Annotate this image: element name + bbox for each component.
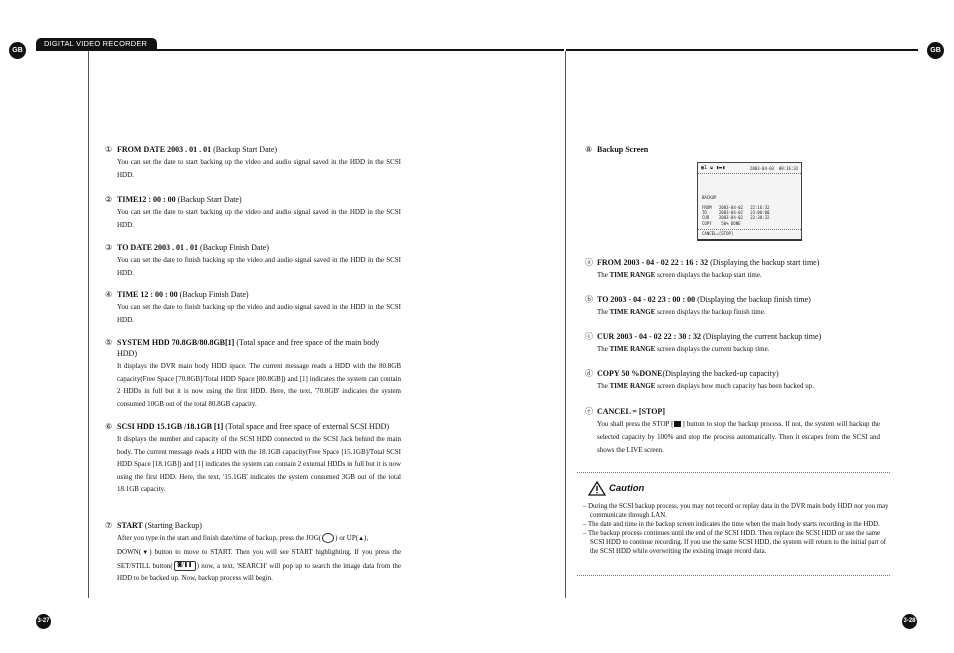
item-cancel (585, 406, 880, 456)
item-description: The TIME RANGE screen displays the current backup time. (597, 345, 770, 353)
item-to-time (585, 294, 880, 319)
gb-badge-right: GB (927, 42, 944, 59)
page-number-right: 3-28 (902, 614, 917, 629)
caution-list (583, 502, 891, 556)
item-title: COPY 50 %DONE (597, 369, 663, 378)
item-start-time (105, 194, 401, 231)
item-copy (585, 368, 880, 393)
caution-item: – During the SCSI backup process, you may not record or replay data in the DVR main body HDD nor you may communicate through LAN. (583, 503, 889, 519)
item-description: It displays the DVR main body HDD space. The current message reads a HDD with the 80.8GB capacity(Free Space [70.8GB]/Total HDD Space [80.8GB]) and [1] indicates the system can contain 2 HDDs in full but it is now using the first HDD. Here, the text, '70.8GB' indicates the system consumed 10GB out of the total 80.8GB capacity. (117, 362, 401, 408)
screen-divider (698, 173, 801, 174)
camera-status-icons: ▣1 ◒ ▮▬▮ (701, 165, 726, 171)
screen-row-to: TO 2003-04-02 23:00:00 (702, 210, 770, 215)
set-still-icon: ◙/❚❚ (174, 561, 196, 571)
item-description: You shall press the STOP [ ] button to stop the backup process. If not, the system will backup the selected capacity by 100% and stop the process automatically. Then it escapes from the SCSI and shows the LIVE screen. (597, 420, 881, 454)
item-number: ⑤ (105, 338, 113, 347)
item-title: TO DATE 2003 . 01 . 01 (117, 243, 199, 252)
down-arrow-icon: ▼ (141, 549, 150, 556)
item-description: You can set the date to start backing up the video and audio signal saved in the HDD in the SCSI HDD. (117, 158, 401, 179)
item-title: SCSI HDD 15.1GB /18.1GB [1] (117, 422, 224, 431)
header-rule-right (566, 49, 918, 51)
item-number: ⓔ (585, 407, 593, 416)
item-subtitle: (Backup Finish Date) (198, 243, 269, 252)
item-subtitle: (Total space and free space of the main body HDD) (117, 338, 380, 358)
screen-row-cur: CUR 2003-04-02 22:30:32 (702, 215, 770, 220)
item-number: ⓒ (585, 332, 593, 341)
item-system-hdd (105, 337, 401, 410)
item-description: The TIME RANGE screen displays the backup finish time. (597, 308, 766, 316)
item-subtitle: (Backup Finish Date) (177, 290, 249, 299)
item-title: TO 2003 - 04 - 02 23 : 00 : 00 (597, 295, 696, 304)
item-description: After you type in the start and finish date/time of backup, press the JOG( ) or UP(▲), DOWN(▼) button to move to START. Then you will see START highlighting. If you press the SET/STILL button( ◙/❚❚ ) now, a text, 'SEARCH' will pop up to search the image data from the HDD to be backed up. Now, backup process will begin. (117, 534, 401, 583)
item-number: ③ (105, 243, 113, 252)
screen-row-copy: COPY 50% DONE (702, 221, 741, 226)
backup-screen-image (697, 162, 802, 241)
item-subtitle: (Displaying the backup finish time) (695, 295, 811, 304)
item-description: The TIME RANGE screen displays the backup start time. (597, 271, 762, 279)
header-title: DIGITAL VIDEO RECORDER (36, 38, 157, 50)
item-description: You can set the date to finish backing up the video and audio signal saved in the HDD in the SCSI HDD. (117, 303, 401, 324)
item-title: FROM DATE 2003 . 01 . 01 (117, 145, 212, 154)
stop-icon (674, 421, 681, 427)
screen-label: BACKUP (702, 195, 717, 200)
item-scsi-hdd (105, 421, 401, 496)
item-title: FROM 2003 - 04 - 02 22 : 16 : 32 (597, 258, 709, 267)
caution-bottom-rule (577, 575, 890, 576)
screen-row-cancel: CANCEL=[STOP] (702, 231, 734, 236)
screen-divider (698, 229, 801, 230)
item-description: It displays the number and capacity of the SCSI HDD connected to the SCSI Jack behind the main body. The current message reads a HDD with the 18.1GB capacity(Free Space [15.1GB]/Total SCSI HDD Space [18.1GB]) and [1] indicates the system can contain 2 external HDDs in full but it is now using the first HDD. Here, the text, '15.1GB' indicates the system consumed 3GB out of the total 18.1GB capacity. (117, 435, 401, 493)
item-number: ⑦ (105, 521, 113, 530)
item-number: ⓐ (585, 258, 593, 267)
item-number: ⑧ (585, 145, 593, 154)
warning-triangle-icon (588, 481, 606, 496)
item-subtitle: (Displaying the current backup time) (701, 332, 822, 341)
item-to-date (105, 242, 401, 279)
item-number: ⓓ (585, 369, 593, 378)
backup-screen-heading (585, 144, 880, 155)
item-title: CUR 2003 - 04 - 02 22 : 30 : 32 (597, 332, 701, 341)
item-title: Backup Screen (597, 145, 649, 154)
screen-datetime: 2003-04-03 09:16:32 (750, 166, 799, 171)
item-subtitle: (Displaying the backup start time) (708, 258, 820, 267)
item-description: The TIME RANGE screen displays how much capacity has been backed up. (597, 382, 814, 390)
item-subtitle: (Total space and free space of external SCSI HDD) (223, 422, 390, 431)
caution-top-rule (577, 472, 890, 473)
gb-badge-left: GB (9, 42, 26, 59)
screen-row-from: FROM 2003-04-02 22:16:32 (702, 205, 770, 210)
item-subtitle: (Starting Backup) (142, 521, 202, 530)
center-page-rule (565, 51, 566, 598)
item-from-date (105, 144, 401, 181)
caution-title: Caution (609, 483, 645, 494)
item-title: SYSTEM HDD 70.8GB/80.8GB[1] (117, 338, 235, 347)
item-description: You can set the date to start backing up the video and audio signal saved in the HDD in the SCSI HDD. (117, 208, 401, 229)
item-number: ⓑ (585, 295, 593, 304)
item-title: START (117, 521, 143, 530)
left-column-rule (88, 51, 89, 598)
item-subtitle: (Backup Start Date) (175, 195, 242, 204)
item-description: You can set the date to finish backing up the video and audio signal saved in the HDD in the SCSI HDD. (117, 256, 401, 277)
item-number: ④ (105, 290, 113, 299)
item-start (105, 520, 401, 585)
page-number-left: 3-27 (36, 614, 51, 629)
caution-item: – The backup process continues until the end of the SCSI HDD. Then replace the SCSI HDD or use the same SCSI HDD to continue recording. If you use the same SCSI HDD, the system will return to the initial part of the SCSI HDD while overwriting the existing image record data. (583, 530, 886, 555)
item-title: TIME 12 : 00 : 00 (117, 290, 178, 299)
item-finish-time (105, 289, 401, 326)
item-subtitle: (Backup Start Date) (211, 145, 278, 154)
item-number: ⑥ (105, 422, 113, 431)
item-subtitle: (Displaying the backed-up capacity) (662, 369, 779, 378)
item-number: ① (105, 145, 113, 154)
item-cur-time (585, 331, 880, 356)
item-title: TIME12 : 00 : 00 (117, 195, 176, 204)
caution-item: – The date and time in the backup screen indicates the time when the main body starts recording in the HDD. (583, 521, 880, 528)
item-title: CANCEL = [STOP] (597, 407, 665, 416)
jog-icon (322, 533, 334, 543)
up-arrow-icon: ▲ (358, 536, 365, 542)
item-from-time (585, 257, 880, 282)
header-rule-left (36, 49, 564, 51)
item-number: ② (105, 195, 113, 204)
